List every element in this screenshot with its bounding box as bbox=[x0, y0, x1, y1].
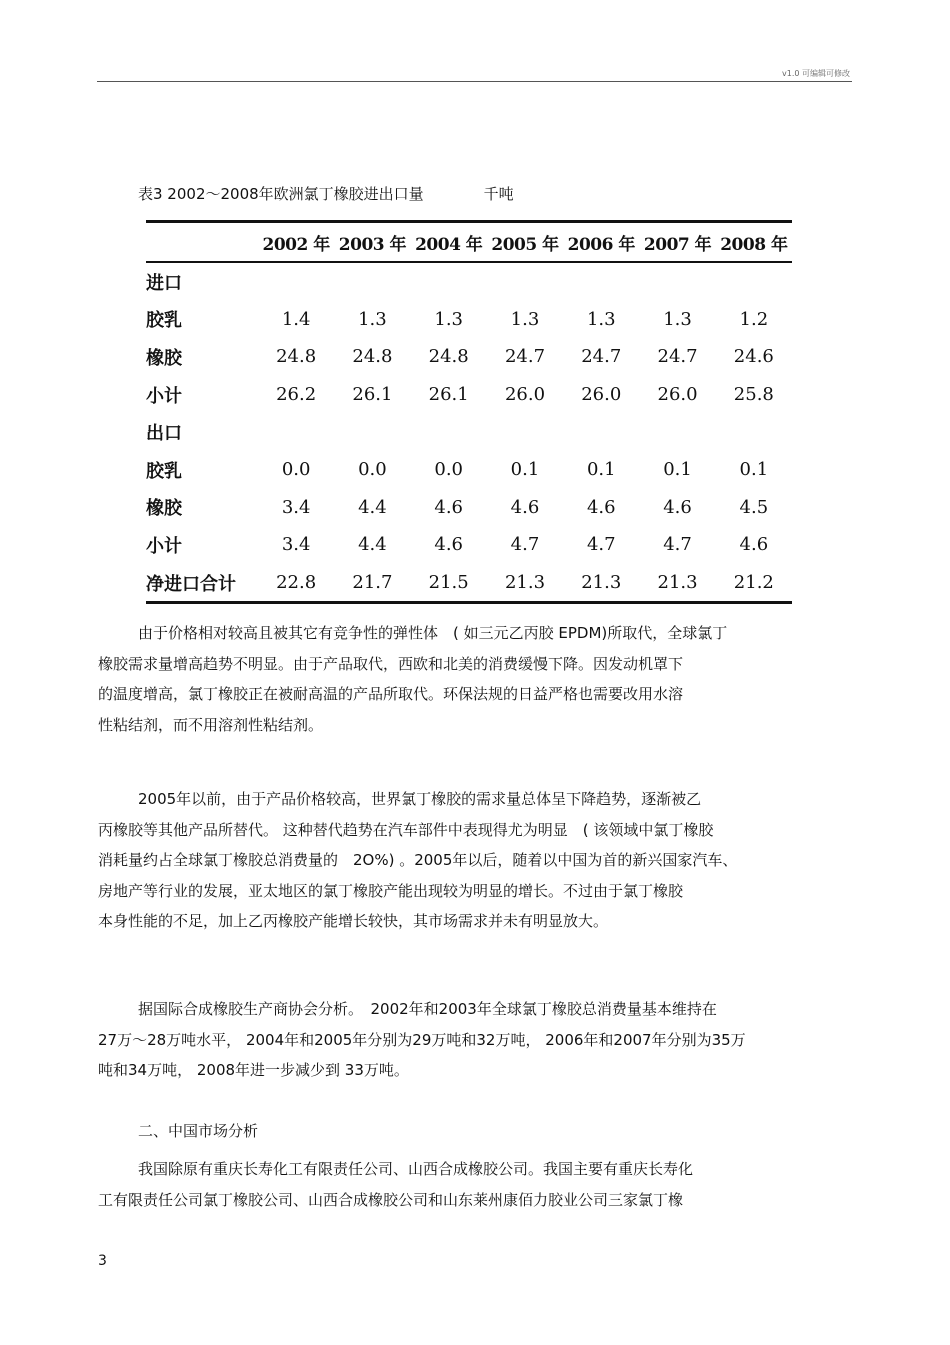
row-label: 净进口合计 bbox=[146, 573, 236, 595]
column-header: 2004 年 bbox=[415, 234, 483, 255]
table-cell: 0.1 bbox=[510, 459, 540, 481]
table-cell: 0.0 bbox=[434, 459, 464, 481]
table-row bbox=[146, 338, 792, 376]
text-line: 2005年以前，由于产品价格较高，世界氯丁橡胶的需求量总体呈下降趋势，逐渐被乙 bbox=[138, 790, 702, 808]
text-line: 工有限责任公司氯丁橡胶公司、山西合成橡胶公司和山东莱州康佰力胶业公司三家氯丁橡 bbox=[98, 1190, 684, 1209]
text-line: 本身性能的不足，加上乙丙橡胶产能增长较快，其市场需求并未有明显放大。 bbox=[98, 912, 609, 930]
table-caption-title: 表3 2002～2008年欧洲氯丁橡胶进出口量 bbox=[138, 185, 424, 203]
paragraph bbox=[98, 618, 850, 740]
row-label: 小计 bbox=[146, 535, 182, 557]
table-cell: 24.8 bbox=[276, 346, 317, 368]
text-line: 消耗量约占全球氯丁橡胶总消费量的 2O%) 。2005年以后，随着以中国为首的新兴国家汽车、 bbox=[98, 851, 738, 869]
table-cell: 4.6 bbox=[739, 534, 769, 556]
text-line: 房地产等行业的发展，亚太地区的氯丁橡胶产能出现较为明显的增长。不过由于氯丁橡胶 bbox=[98, 881, 684, 900]
table-cell bbox=[334, 262, 410, 301]
column-header: 2007 年 bbox=[643, 234, 712, 255]
table-row bbox=[146, 526, 792, 564]
header-divider bbox=[97, 81, 852, 82]
table-cell: 3.4 bbox=[281, 534, 311, 556]
table-cell: 1.4 bbox=[281, 308, 311, 330]
table-cell: 4.6 bbox=[434, 534, 464, 556]
text-line: 由于价格相对较高且被其它有竞争性的弹性体 ( 如三元乙丙胶 EPDM)所取代，全球氯丁 bbox=[138, 624, 728, 642]
table-cell: 0.0 bbox=[358, 459, 387, 481]
table-cell: 24.7 bbox=[657, 346, 698, 368]
import-export-table bbox=[146, 220, 792, 604]
text-line: 的温度增高，氯丁橡胶正在被耐高温的产品所取代。环保法规的日益严格也需要改用水溶 bbox=[98, 685, 684, 703]
table-cell: 26.0 bbox=[504, 384, 546, 406]
table-cell bbox=[639, 262, 715, 301]
table-cell: 26.0 bbox=[581, 384, 622, 406]
table-cell: 0.0 bbox=[281, 459, 311, 481]
text-line: 吨和34万吨， 2008年进一步减少到 33万吨。 bbox=[98, 1061, 409, 1079]
table-cell bbox=[563, 262, 639, 301]
table-cell: 24.7 bbox=[581, 346, 622, 368]
table-cell bbox=[563, 413, 639, 451]
table-cell: 4.6 bbox=[586, 496, 616, 518]
table-cell: 4.5 bbox=[739, 496, 769, 518]
row-label: 胶乳 bbox=[146, 460, 182, 482]
table-cell: 4.7 bbox=[586, 534, 616, 556]
table-cell: 3.4 bbox=[281, 496, 311, 518]
table-cell: 0.1 bbox=[586, 459, 616, 481]
table-cell: 4.4 bbox=[358, 496, 387, 518]
table-cell: 1.3 bbox=[510, 308, 540, 330]
text-line: 据国际合成橡胶生产商协会分析。 2002年和2003年全球氯丁橡胶总消费量基本维持在 bbox=[138, 1000, 717, 1018]
table-cell: 21.7 bbox=[352, 572, 393, 594]
table-cell: 26.2 bbox=[276, 384, 317, 406]
table-row bbox=[146, 451, 792, 489]
table-cell: 4.6 bbox=[510, 496, 540, 518]
table-cell: 24.8 bbox=[428, 346, 469, 368]
table-cell: 1.2 bbox=[739, 308, 769, 330]
section-heading bbox=[98, 1116, 850, 1147]
table-cell bbox=[411, 262, 487, 301]
table-cell: 4.4 bbox=[358, 534, 387, 556]
text-line: 橡胶需求量增高趋势不明显。由于产品取代，西欧和北美的消费缓慢下降。因发动机罩下 bbox=[98, 654, 684, 673]
table-cell: 1.3 bbox=[663, 308, 692, 330]
table-cell: 1.3 bbox=[434, 308, 464, 330]
table-cell: 21.3 bbox=[504, 572, 546, 594]
row-label: 橡胶 bbox=[146, 347, 182, 369]
row-label: 胶乳 bbox=[146, 310, 182, 332]
row-label: 出口 bbox=[146, 423, 182, 445]
table-body bbox=[146, 262, 792, 603]
table-cell: 26.1 bbox=[352, 384, 393, 406]
table-row bbox=[146, 376, 792, 414]
column-header: 2003 年 bbox=[338, 234, 407, 255]
table-cell bbox=[487, 262, 563, 301]
table-cell bbox=[716, 262, 792, 301]
table-cell: 0.1 bbox=[739, 459, 769, 481]
table-row bbox=[146, 413, 792, 451]
paragraph bbox=[98, 1154, 850, 1215]
text-line: 性粘结剂，而不用溶剂性粘结剂。 bbox=[98, 715, 324, 734]
paragraph bbox=[98, 784, 850, 937]
table-cell: 4.6 bbox=[434, 496, 464, 518]
table-cell: 4.7 bbox=[510, 534, 540, 556]
table-cell: 4.7 bbox=[663, 534, 692, 556]
column-header: 2008 年 bbox=[720, 234, 788, 255]
table-cell: 26.1 bbox=[428, 384, 469, 406]
text-line: 我国除原有重庆长寿化工有限责任公司、山西合成橡胶公司。我国主要有重庆长寿化 bbox=[138, 1160, 694, 1178]
page-number: 3 bbox=[98, 1253, 107, 1269]
column-header: 2002 年 bbox=[262, 234, 330, 255]
table-cell: 21.5 bbox=[428, 572, 469, 594]
table-corner-cell bbox=[146, 222, 258, 263]
table-cell: 21.3 bbox=[581, 572, 622, 594]
row-label: 橡胶 bbox=[146, 498, 182, 520]
table-cell: 1.3 bbox=[358, 308, 387, 330]
column-header: 2005 年 bbox=[491, 234, 559, 255]
table-cell: 24.8 bbox=[352, 346, 393, 368]
table-row bbox=[146, 489, 792, 527]
text-line: 丙橡胶等其他产品所替代。 这种替代趋势在汽车部件中表现得尤为明显 ( 该领域中氯丁橡胶 bbox=[98, 820, 714, 839]
table-caption-unit: 千吨 bbox=[483, 185, 514, 203]
table-cell: 24.7 bbox=[504, 346, 546, 368]
table-header-row bbox=[146, 222, 792, 263]
table-cell bbox=[258, 262, 334, 301]
table-cell: 24.6 bbox=[733, 346, 774, 368]
row-label: 进口 bbox=[146, 272, 182, 294]
page-header-text: v1.0 可编辑可修改 bbox=[782, 69, 850, 78]
column-header: 2006 年 bbox=[567, 234, 635, 255]
table-cell bbox=[411, 413, 487, 451]
table-cell: 4.6 bbox=[663, 496, 692, 518]
table-cell: 26.0 bbox=[657, 384, 698, 406]
table-cell bbox=[639, 413, 715, 451]
row-label: 小计 bbox=[146, 385, 182, 407]
table-cell bbox=[258, 413, 334, 451]
text-line: 27万～28万吨水平， 2004年和2005年分别为29万吨和32万吨， 2006年和2007年分别为35万 bbox=[98, 1030, 746, 1049]
table-cell bbox=[487, 413, 563, 451]
table-row bbox=[146, 301, 792, 339]
table-row bbox=[146, 262, 792, 301]
table-cell: 1.3 bbox=[586, 308, 616, 330]
paragraph bbox=[98, 994, 850, 1086]
table-cell bbox=[716, 413, 792, 451]
table-caption bbox=[138, 183, 514, 204]
table-cell: 21.2 bbox=[733, 572, 774, 594]
table-cell: 0.1 bbox=[663, 459, 692, 481]
table-cell: 21.3 bbox=[657, 572, 698, 594]
table-cell bbox=[334, 413, 410, 451]
table-cell: 25.8 bbox=[733, 384, 774, 406]
text-line: 二、中国市场分析 bbox=[138, 1122, 259, 1140]
table-cell: 22.8 bbox=[276, 572, 317, 594]
table-row bbox=[146, 564, 792, 603]
